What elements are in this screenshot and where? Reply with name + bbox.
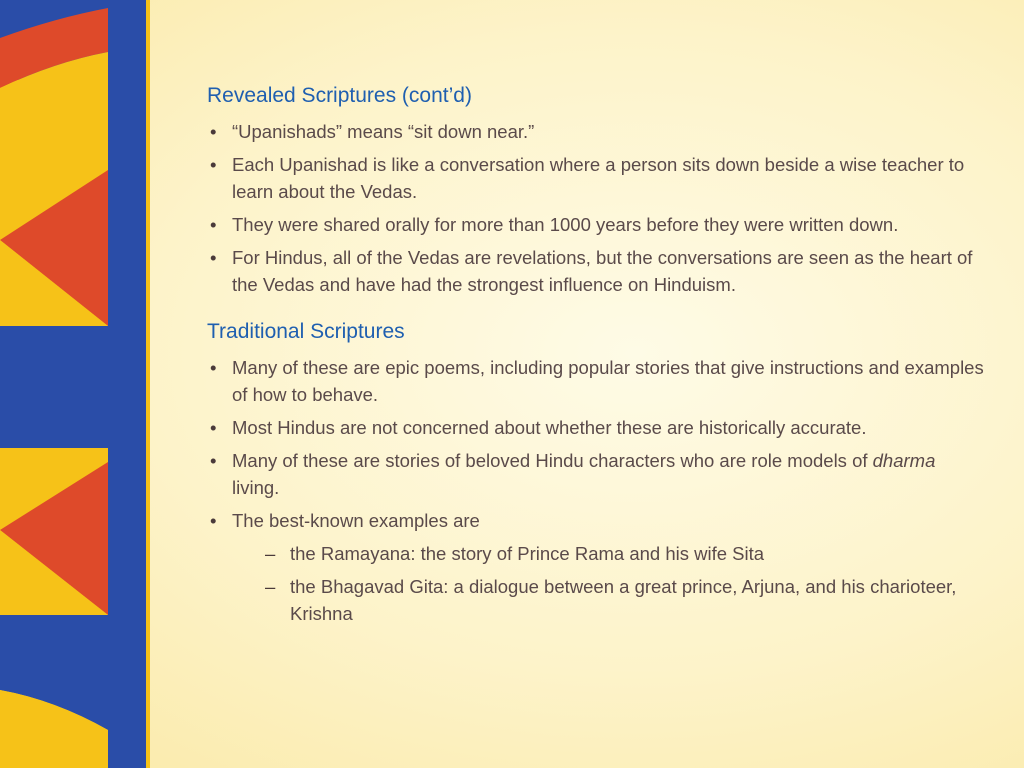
bullet-item: • Most Hindus are not concerned about whether these are historically accurate. [207, 414, 987, 441]
section-heading-traditional-scriptures: Traditional Scriptures [207, 320, 405, 343]
slide-content [207, 80, 987, 633]
decorative-stripe [0, 0, 150, 768]
sub-bullet-list [232, 540, 987, 627]
section-heading-revealed-scriptures: Revealed Scriptures (cont’d) [207, 84, 472, 107]
bullet-text: living. [232, 477, 280, 498]
bullet-item: • Many of these are epic poems, including popular stories that give instructions and examples of how to behave. [207, 354, 987, 408]
bullet-item: • “Upanishads” means “sit down near.” [207, 118, 987, 145]
sub-bullet-item: – the Ramayana: the story of Prince Rama and his wife Sita [232, 540, 987, 567]
dharma-emphasis: dharma [872, 450, 936, 471]
bullet-text: The best-known examples are [232, 510, 480, 531]
bullet-text: Many of these are stories of beloved Hindu characters who are role models of [232, 450, 873, 471]
sub-bullet-item: – the Bhagavad Gita: a dialogue between a great prince, Arjuna, and his charioteer, Krishna [232, 573, 987, 627]
bullet-item: • Each Upanishad is like a conversation where a person sits down beside a wise teacher to learn about the Vedas. [207, 151, 987, 205]
bullet-list-revealed-scriptures [207, 118, 987, 298]
bullet-item-examples [207, 507, 987, 627]
bullet-list-traditional-scriptures [207, 354, 987, 627]
bullet-item: • They were shared orally for more than 1000 years before they were written down. [207, 211, 987, 238]
bullet-item-dharma [207, 447, 987, 501]
bullet-item: • For Hindus, all of the Vedas are revelations, but the conversations are seen as the heart of the Vedas and have had the strongest influence on Hinduism. [207, 244, 987, 298]
